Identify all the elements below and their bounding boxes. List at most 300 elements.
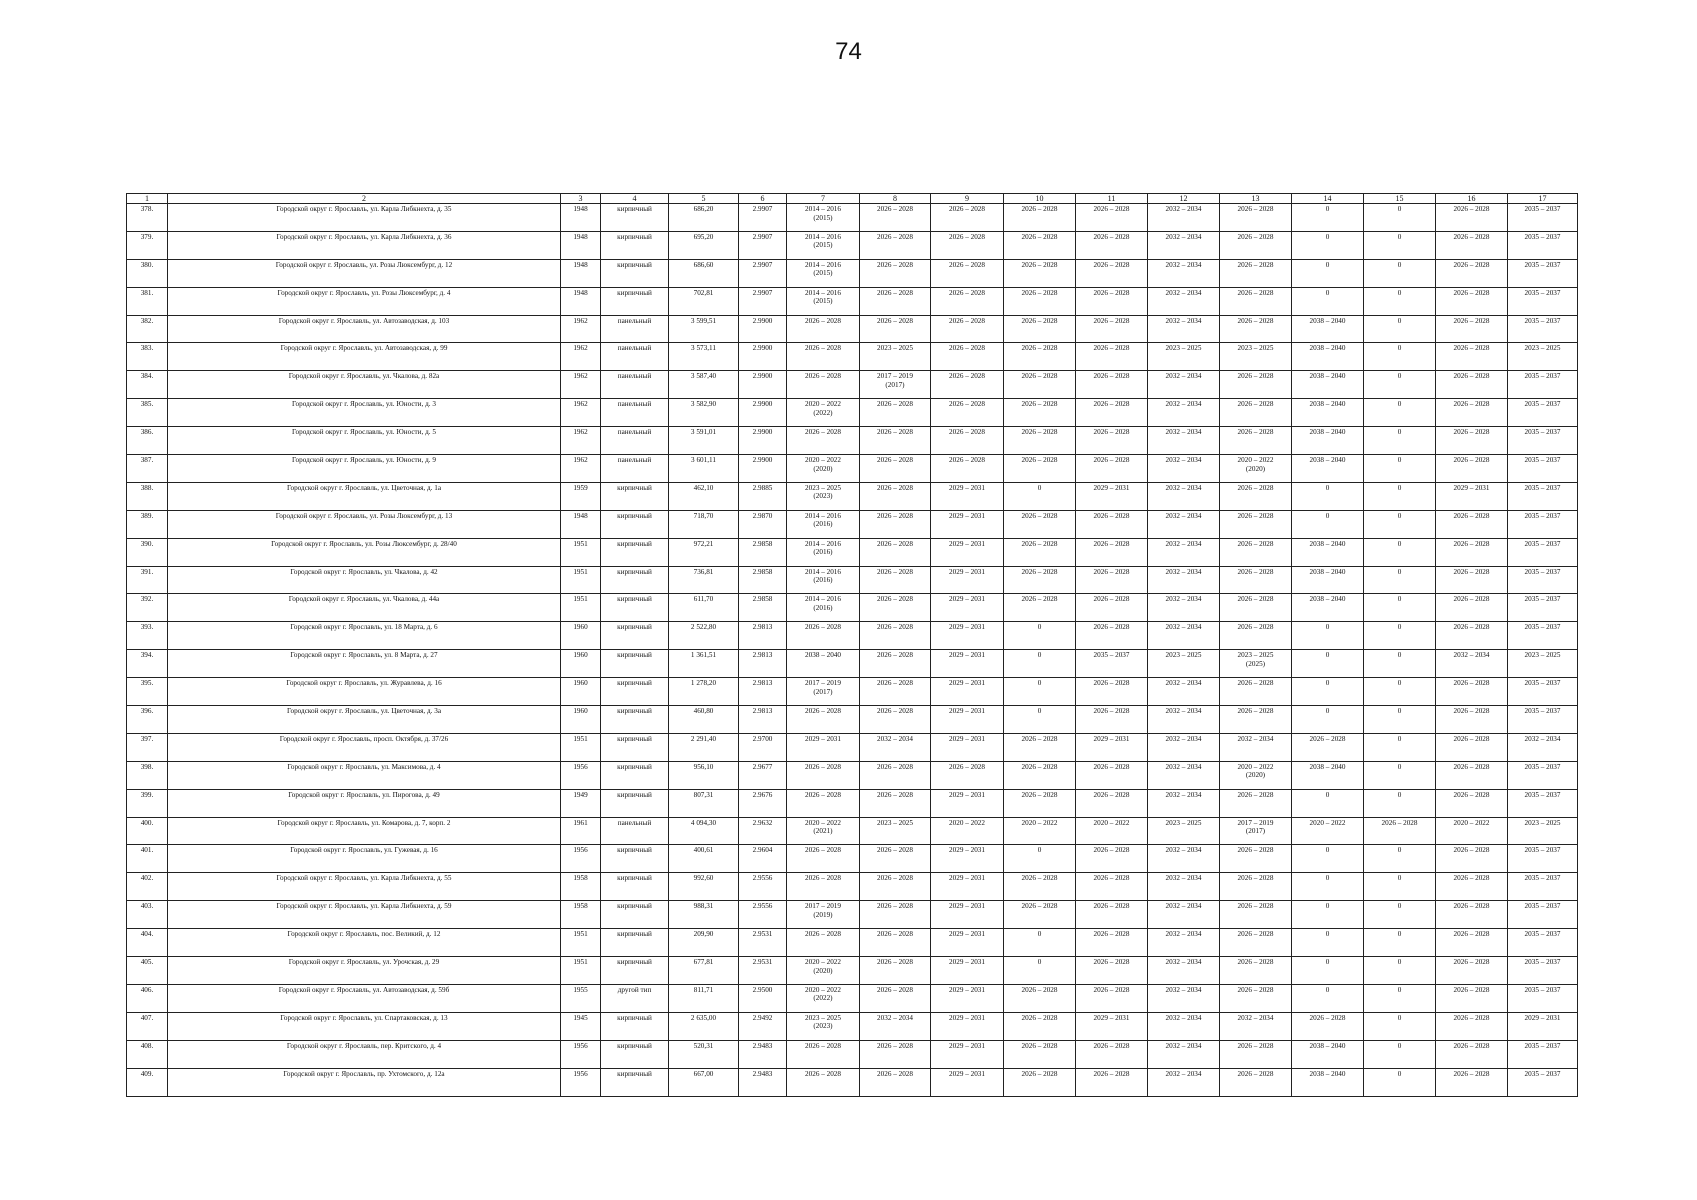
table-row: [127, 622, 1578, 650]
col-7: [787, 287, 860, 315]
col-11: 2026 – 2028: [1076, 929, 1148, 957]
col-13-period: 2026 – 2028: [1237, 707, 1274, 716]
col-7: [787, 957, 860, 985]
area: 2 522,80: [669, 622, 739, 650]
address: Городской округ г. Ярославль, ул. Юности, д. 5: [168, 427, 561, 455]
col-15: 0: [1364, 957, 1436, 985]
col-14: 0: [1292, 259, 1364, 287]
col-12: 2023 – 2025: [1148, 817, 1220, 845]
col-15: 0: [1364, 482, 1436, 510]
build-year: 1962: [561, 371, 601, 399]
col-17: 2035 – 2037: [1508, 957, 1578, 985]
area: 3 599,51: [669, 315, 739, 343]
coefficient: 2.9858: [739, 594, 787, 622]
address: Городской округ г. Ярославль, ул. Комарова, д. 7, корп. 2: [168, 817, 561, 845]
area: 460,80: [669, 706, 739, 734]
col-17: 2035 – 2037: [1508, 371, 1578, 399]
col-15: 0: [1364, 1012, 1436, 1040]
address: Городской округ г. Ярославль, ул. Гужевая, д. 16: [168, 845, 561, 873]
build-year: 1951: [561, 733, 601, 761]
col-7-year: (2023): [813, 492, 833, 501]
col-9: 2026 – 2028: [931, 259, 1004, 287]
col-15: 0: [1364, 315, 1436, 343]
col-9: 2029 – 2031: [931, 622, 1004, 650]
col-9: 2029 – 2031: [931, 929, 1004, 957]
col-13: [1220, 399, 1292, 427]
col-12: 2032 – 2034: [1148, 873, 1220, 901]
col-10: 2026 – 2028: [1004, 1040, 1076, 1068]
column-header: 8: [860, 194, 931, 204]
address: Городской округ г. Ярославль, пер. Критского, д. 4: [168, 1040, 561, 1068]
address: Городской округ г. Ярославль, ул. Автозаводская, д. 99: [168, 343, 561, 371]
col-17: 2035 – 2037: [1508, 1068, 1578, 1096]
col-12: 2032 – 2034: [1148, 984, 1220, 1012]
col-10: 2026 – 2028: [1004, 231, 1076, 259]
col-14: 2038 – 2040: [1292, 455, 1364, 483]
col-14: 0: [1292, 678, 1364, 706]
col-7-period: 2026 – 2028: [805, 344, 841, 353]
col-14: 0: [1292, 929, 1364, 957]
table-row: [127, 455, 1578, 483]
coefficient: 2.9907: [739, 287, 787, 315]
col-12: 2032 – 2034: [1148, 315, 1220, 343]
build-year: 1962: [561, 343, 601, 371]
col-9: 2029 – 2031: [931, 1012, 1004, 1040]
col-14: 0: [1292, 957, 1364, 985]
col-11: 2026 – 2028: [1076, 259, 1148, 287]
column-header: 5: [669, 194, 739, 204]
col-8-period: 2026 – 2028: [877, 205, 913, 213]
col-11: 2026 – 2028: [1076, 789, 1148, 817]
col-10: 2026 – 2028: [1004, 594, 1076, 622]
col-17: 2035 – 2037: [1508, 622, 1578, 650]
col-8: [860, 231, 931, 259]
address: Городской округ г. Ярославль, просп. Октября, д. 37/26: [168, 733, 561, 761]
col-8-period: 2026 – 2028: [877, 1069, 913, 1078]
coefficient: 2.9813: [739, 622, 787, 650]
col-7-year: (2020): [813, 464, 833, 473]
col-12: 2032 – 2034: [1148, 538, 1220, 566]
wall-material: кирпичный: [601, 622, 669, 650]
header-row: [127, 194, 1578, 204]
col-7-year: (2016): [813, 576, 833, 585]
col-16: 2020 – 2022: [1436, 817, 1508, 845]
col-15: 0: [1364, 538, 1436, 566]
coefficient: 2.9858: [739, 566, 787, 594]
col-14: 0: [1292, 510, 1364, 538]
col-8: [860, 538, 931, 566]
col-16: 2026 – 2028: [1436, 371, 1508, 399]
col-15: 0: [1364, 594, 1436, 622]
col-7-period: 2020 – 2022: [805, 958, 841, 967]
col-7: [787, 622, 860, 650]
col-10: 2026 – 2028: [1004, 510, 1076, 538]
col-16: 2026 – 2028: [1436, 678, 1508, 706]
col-7-year: (2022): [813, 408, 833, 417]
build-year: 1956: [561, 761, 601, 789]
wall-material: кирпичный: [601, 706, 669, 734]
col-14: 0: [1292, 845, 1364, 873]
col-13: [1220, 622, 1292, 650]
col-9: 2020 – 2022: [931, 817, 1004, 845]
col-13-period: 2026 – 2028: [1237, 567, 1274, 576]
build-year: 1961: [561, 817, 601, 845]
col-11: 2026 – 2028: [1076, 678, 1148, 706]
col-12: 2023 – 2025: [1148, 650, 1220, 678]
col-14: 0: [1292, 231, 1364, 259]
col-11: 2026 – 2028: [1076, 984, 1148, 1012]
area: 811,71: [669, 984, 739, 1012]
col-17: 2035 – 2037: [1508, 845, 1578, 873]
build-year: 1951: [561, 594, 601, 622]
address: Городской округ г. Ярославль, ул. Чкалова, д. 44а: [168, 594, 561, 622]
col-7-period: 2026 – 2028: [805, 762, 841, 771]
build-year: 1951: [561, 929, 601, 957]
wall-material: панельный: [601, 817, 669, 845]
col-13-period: 2026 – 2028: [1237, 483, 1274, 492]
coefficient: 2.9900: [739, 427, 787, 455]
row-number: 406.: [127, 984, 168, 1012]
area: 3 587,40: [669, 371, 739, 399]
address: Городской округ г. Ярославль, пос. Великий, д. 12: [168, 929, 561, 957]
col-17: 2035 – 2037: [1508, 678, 1578, 706]
col-13: [1220, 204, 1292, 232]
col-7-year: (2023): [813, 1022, 833, 1031]
col-13: [1220, 343, 1292, 371]
col-12: 2032 – 2034: [1148, 455, 1220, 483]
table-row: [127, 427, 1578, 455]
col-15: 0: [1364, 1068, 1436, 1096]
table-row: [127, 259, 1578, 287]
area: 611,70: [669, 594, 739, 622]
wall-material: кирпичный: [601, 901, 669, 929]
col-13-period: 2026 – 2028: [1237, 930, 1274, 939]
col-8-period: 2026 – 2028: [877, 511, 913, 520]
col-7-period: 2020 – 2022: [805, 985, 841, 994]
col-16: 2032 – 2034: [1436, 650, 1508, 678]
col-10: 2026 – 2028: [1004, 287, 1076, 315]
wall-material: панельный: [601, 371, 669, 399]
col-13-period: 2026 – 2028: [1237, 874, 1274, 883]
col-7-period: 2029 – 2031: [805, 734, 841, 743]
area: 2 635,00: [669, 1012, 739, 1040]
area: 3 573,11: [669, 343, 739, 371]
address: Городской округ г. Ярославль, ул. Карла Либкнехта, д. 35: [168, 204, 561, 232]
col-15: 0: [1364, 984, 1436, 1012]
col-12: 2032 – 2034: [1148, 901, 1220, 929]
col-17: 2035 – 2037: [1508, 761, 1578, 789]
address: Городской округ г. Ярославль, ул. Спартаковская, д. 13: [168, 1012, 561, 1040]
address: Городской округ г. Ярославль, ул. Урочская, д. 29: [168, 957, 561, 985]
col-9: 2029 – 2031: [931, 566, 1004, 594]
coefficient: 2.9556: [739, 901, 787, 929]
column-header: 12: [1148, 194, 1220, 204]
col-8: [860, 901, 931, 929]
column-header: 2: [168, 194, 561, 204]
col-17: 2035 – 2037: [1508, 1040, 1578, 1068]
address: Городской округ г. Ярославль, ул. Автозаводская, д. 59б: [168, 984, 561, 1012]
col-8-period: 2026 – 2028: [877, 930, 913, 939]
column-header: 14: [1292, 194, 1364, 204]
col-8: [860, 1068, 931, 1096]
wall-material: кирпичный: [601, 482, 669, 510]
address: Городской округ г. Ярославль, ул. Розы Люксембург, д. 28/40: [168, 538, 561, 566]
col-14: 2038 – 2040: [1292, 399, 1364, 427]
col-7-period: 2017 – 2019: [805, 679, 841, 688]
col-7-period: 2014 – 2016: [805, 232, 841, 241]
table-row: [127, 399, 1578, 427]
col-14: 0: [1292, 482, 1364, 510]
col-12: 2032 – 2034: [1148, 510, 1220, 538]
col-13-period: 2017 – 2019: [1237, 818, 1274, 827]
col-13: [1220, 510, 1292, 538]
col-11: 2026 – 2028: [1076, 1068, 1148, 1096]
row-number: 407.: [127, 1012, 168, 1040]
col-15: 0: [1364, 343, 1436, 371]
coefficient: 2.9632: [739, 817, 787, 845]
col-9: 2026 – 2028: [931, 427, 1004, 455]
col-13: [1220, 371, 1292, 399]
table-row: [127, 315, 1578, 343]
table-row: [127, 287, 1578, 315]
col-15: 0: [1364, 733, 1436, 761]
col-9: 2026 – 2028: [931, 761, 1004, 789]
col-7: [787, 761, 860, 789]
col-9: 2029 – 2031: [931, 594, 1004, 622]
col-7-period: 2026 – 2028: [805, 1069, 841, 1078]
col-8-period: 2026 – 2028: [877, 846, 913, 855]
col-8: [860, 482, 931, 510]
col-9: 2026 – 2028: [931, 204, 1004, 232]
col-8: [860, 984, 931, 1012]
wall-material: панельный: [601, 427, 669, 455]
row-number: 395.: [127, 678, 168, 706]
area: 695,20: [669, 231, 739, 259]
table-row: [127, 1040, 1578, 1068]
address: Городской округ г. Ярославль, ул. Карла Либкнехта, д. 59: [168, 901, 561, 929]
col-13-period: 2026 – 2028: [1237, 846, 1274, 855]
col-14: 2038 – 2040: [1292, 761, 1364, 789]
col-11: 2029 – 2031: [1076, 1012, 1148, 1040]
wall-material: кирпичный: [601, 678, 669, 706]
col-16: 2026 – 2028: [1436, 399, 1508, 427]
col-7: [787, 566, 860, 594]
col-12: 2032 – 2034: [1148, 566, 1220, 594]
col-17: 2035 – 2037: [1508, 315, 1578, 343]
col-8-period: 2026 – 2028: [877, 902, 913, 911]
row-number: 401.: [127, 845, 168, 873]
col-17: 2035 – 2037: [1508, 204, 1578, 232]
col-7: [787, 678, 860, 706]
col-7: [787, 510, 860, 538]
col-7-period: 2026 – 2028: [805, 930, 841, 939]
col-8: [860, 259, 931, 287]
area: 686,60: [669, 259, 739, 287]
col-13-period: 2020 – 2022: [1237, 762, 1274, 771]
col-8: [860, 510, 931, 538]
col-13: [1220, 873, 1292, 901]
col-11: 2026 – 2028: [1076, 1040, 1148, 1068]
wall-material: кирпичный: [601, 510, 669, 538]
coefficient: 2.9900: [739, 455, 787, 483]
build-year: 1949: [561, 789, 601, 817]
col-12: 2032 – 2034: [1148, 1068, 1220, 1096]
row-number: 396.: [127, 706, 168, 734]
col-8-period: 2023 – 2025: [877, 818, 913, 827]
col-12: 2032 – 2034: [1148, 482, 1220, 510]
col-8: [860, 957, 931, 985]
col-7-period: 2014 – 2016: [805, 595, 841, 604]
area: 1 278,20: [669, 678, 739, 706]
wall-material: кирпичный: [601, 566, 669, 594]
build-year: 1962: [561, 427, 601, 455]
address: Городской округ г. Ярославль, ул. Юности, д. 9: [168, 455, 561, 483]
col-8: [860, 1040, 931, 1068]
col-13-period: 2026 – 2028: [1237, 985, 1274, 994]
col-14: 2026 – 2028: [1292, 733, 1364, 761]
wall-material: панельный: [601, 399, 669, 427]
col-13: [1220, 733, 1292, 761]
col-7-period: 2023 – 2025: [805, 483, 841, 492]
col-13: [1220, 901, 1292, 929]
col-9: 2026 – 2028: [931, 315, 1004, 343]
col-12: 2032 – 2034: [1148, 929, 1220, 957]
col-8: [860, 845, 931, 873]
col-13-period: 2026 – 2028: [1237, 428, 1274, 437]
col-7: [787, 427, 860, 455]
column-header: 1: [127, 194, 168, 204]
address: Городской округ г. Ярославль, ул. Розы Люксембург, д. 13: [168, 510, 561, 538]
coefficient: 2.9492: [739, 1012, 787, 1040]
col-8: [860, 650, 931, 678]
col-10: 2026 – 2028: [1004, 315, 1076, 343]
address: Городской округ г. Ярославль, ул. Пирогова, д. 49: [168, 789, 561, 817]
col-7: [787, 929, 860, 957]
column-header: 3: [561, 194, 601, 204]
area: 807,31: [669, 789, 739, 817]
col-7: [787, 1040, 860, 1068]
col-8-year: (2017): [885, 380, 905, 389]
row-number: 381.: [127, 287, 168, 315]
col-7-year: (2021): [813, 827, 833, 836]
build-year: 1962: [561, 399, 601, 427]
col-11: 2026 – 2028: [1076, 594, 1148, 622]
col-7: [787, 817, 860, 845]
row-number: 390.: [127, 538, 168, 566]
col-11: 2026 – 2028: [1076, 399, 1148, 427]
col-14: 0: [1292, 287, 1364, 315]
wall-material: кирпичный: [601, 873, 669, 901]
row-number: 386.: [127, 427, 168, 455]
col-17: 2035 – 2037: [1508, 231, 1578, 259]
col-15: 2026 – 2028: [1364, 817, 1436, 845]
table-row: [127, 371, 1578, 399]
col-8-period: 2026 – 2028: [877, 428, 913, 437]
column-header: 10: [1004, 194, 1076, 204]
build-year: 1948: [561, 287, 601, 315]
col-11: 2026 – 2028: [1076, 427, 1148, 455]
col-8-period: 2026 – 2028: [877, 483, 913, 492]
col-13-period: 2026 – 2028: [1237, 288, 1274, 297]
col-13-period: 2026 – 2028: [1237, 790, 1274, 799]
col-10: 2026 – 2028: [1004, 538, 1076, 566]
build-year: 1956: [561, 1040, 601, 1068]
housing-table: [126, 193, 1578, 1097]
row-number: 383.: [127, 343, 168, 371]
col-7: [787, 706, 860, 734]
col-16: 2026 – 2028: [1436, 427, 1508, 455]
col-10: 0: [1004, 957, 1076, 985]
col-7-period: 2014 – 2016: [805, 260, 841, 269]
col-7-period: 2026 – 2028: [805, 1041, 841, 1050]
col-15: 0: [1364, 287, 1436, 315]
col-11: 2026 – 2028: [1076, 343, 1148, 371]
col-8-period: 2026 – 2028: [877, 707, 913, 716]
build-year: 1951: [561, 957, 601, 985]
col-14: 2038 – 2040: [1292, 1068, 1364, 1096]
col-7: [787, 984, 860, 1012]
col-8: [860, 761, 931, 789]
col-15: 0: [1364, 427, 1436, 455]
table-row: [127, 789, 1578, 817]
col-10: 2026 – 2028: [1004, 566, 1076, 594]
area: 3 582,90: [669, 399, 739, 427]
row-number: 394.: [127, 650, 168, 678]
col-10: 2026 – 2028: [1004, 901, 1076, 929]
build-year: 1948: [561, 231, 601, 259]
coefficient: 2.9907: [739, 259, 787, 287]
col-13: [1220, 1040, 1292, 1068]
col-16: 2026 – 2028: [1436, 622, 1508, 650]
row-number: 378.: [127, 204, 168, 232]
build-year: 1959: [561, 482, 601, 510]
col-10: 2026 – 2028: [1004, 1012, 1076, 1040]
col-7: [787, 789, 860, 817]
col-13-period: 2026 – 2028: [1237, 316, 1274, 325]
col-8: [860, 371, 931, 399]
col-13: [1220, 678, 1292, 706]
col-10: 0: [1004, 650, 1076, 678]
col-7: [787, 482, 860, 510]
col-15: 0: [1364, 259, 1436, 287]
col-13-period: 2020 – 2022: [1237, 456, 1274, 465]
col-7-year: (2020): [813, 966, 833, 975]
col-17: 2023 – 2025: [1508, 817, 1578, 845]
col-7-period: 2026 – 2028: [805, 623, 841, 632]
col-8-period: 2026 – 2028: [877, 595, 913, 604]
area: 2 291,40: [669, 733, 739, 761]
col-9: 2029 – 2031: [931, 984, 1004, 1012]
col-15: 0: [1364, 622, 1436, 650]
col-8-period: 2032 – 2034: [877, 734, 913, 743]
col-10: 0: [1004, 706, 1076, 734]
column-header: 15: [1364, 194, 1436, 204]
col-17: 2035 – 2037: [1508, 706, 1578, 734]
col-13-period: 2026 – 2028: [1237, 623, 1274, 632]
table-row: [127, 482, 1578, 510]
col-13-period: 2026 – 2028: [1237, 1041, 1274, 1050]
col-10: 0: [1004, 845, 1076, 873]
col-8: [860, 343, 931, 371]
area: 1 361,51: [669, 650, 739, 678]
col-12: 2032 – 2034: [1148, 845, 1220, 873]
coefficient: 2.9700: [739, 733, 787, 761]
col-7: [787, 259, 860, 287]
col-13: [1220, 706, 1292, 734]
row-number: 404.: [127, 929, 168, 957]
col-8-period: 2026 – 2028: [877, 288, 913, 297]
col-10: 2026 – 2028: [1004, 399, 1076, 427]
